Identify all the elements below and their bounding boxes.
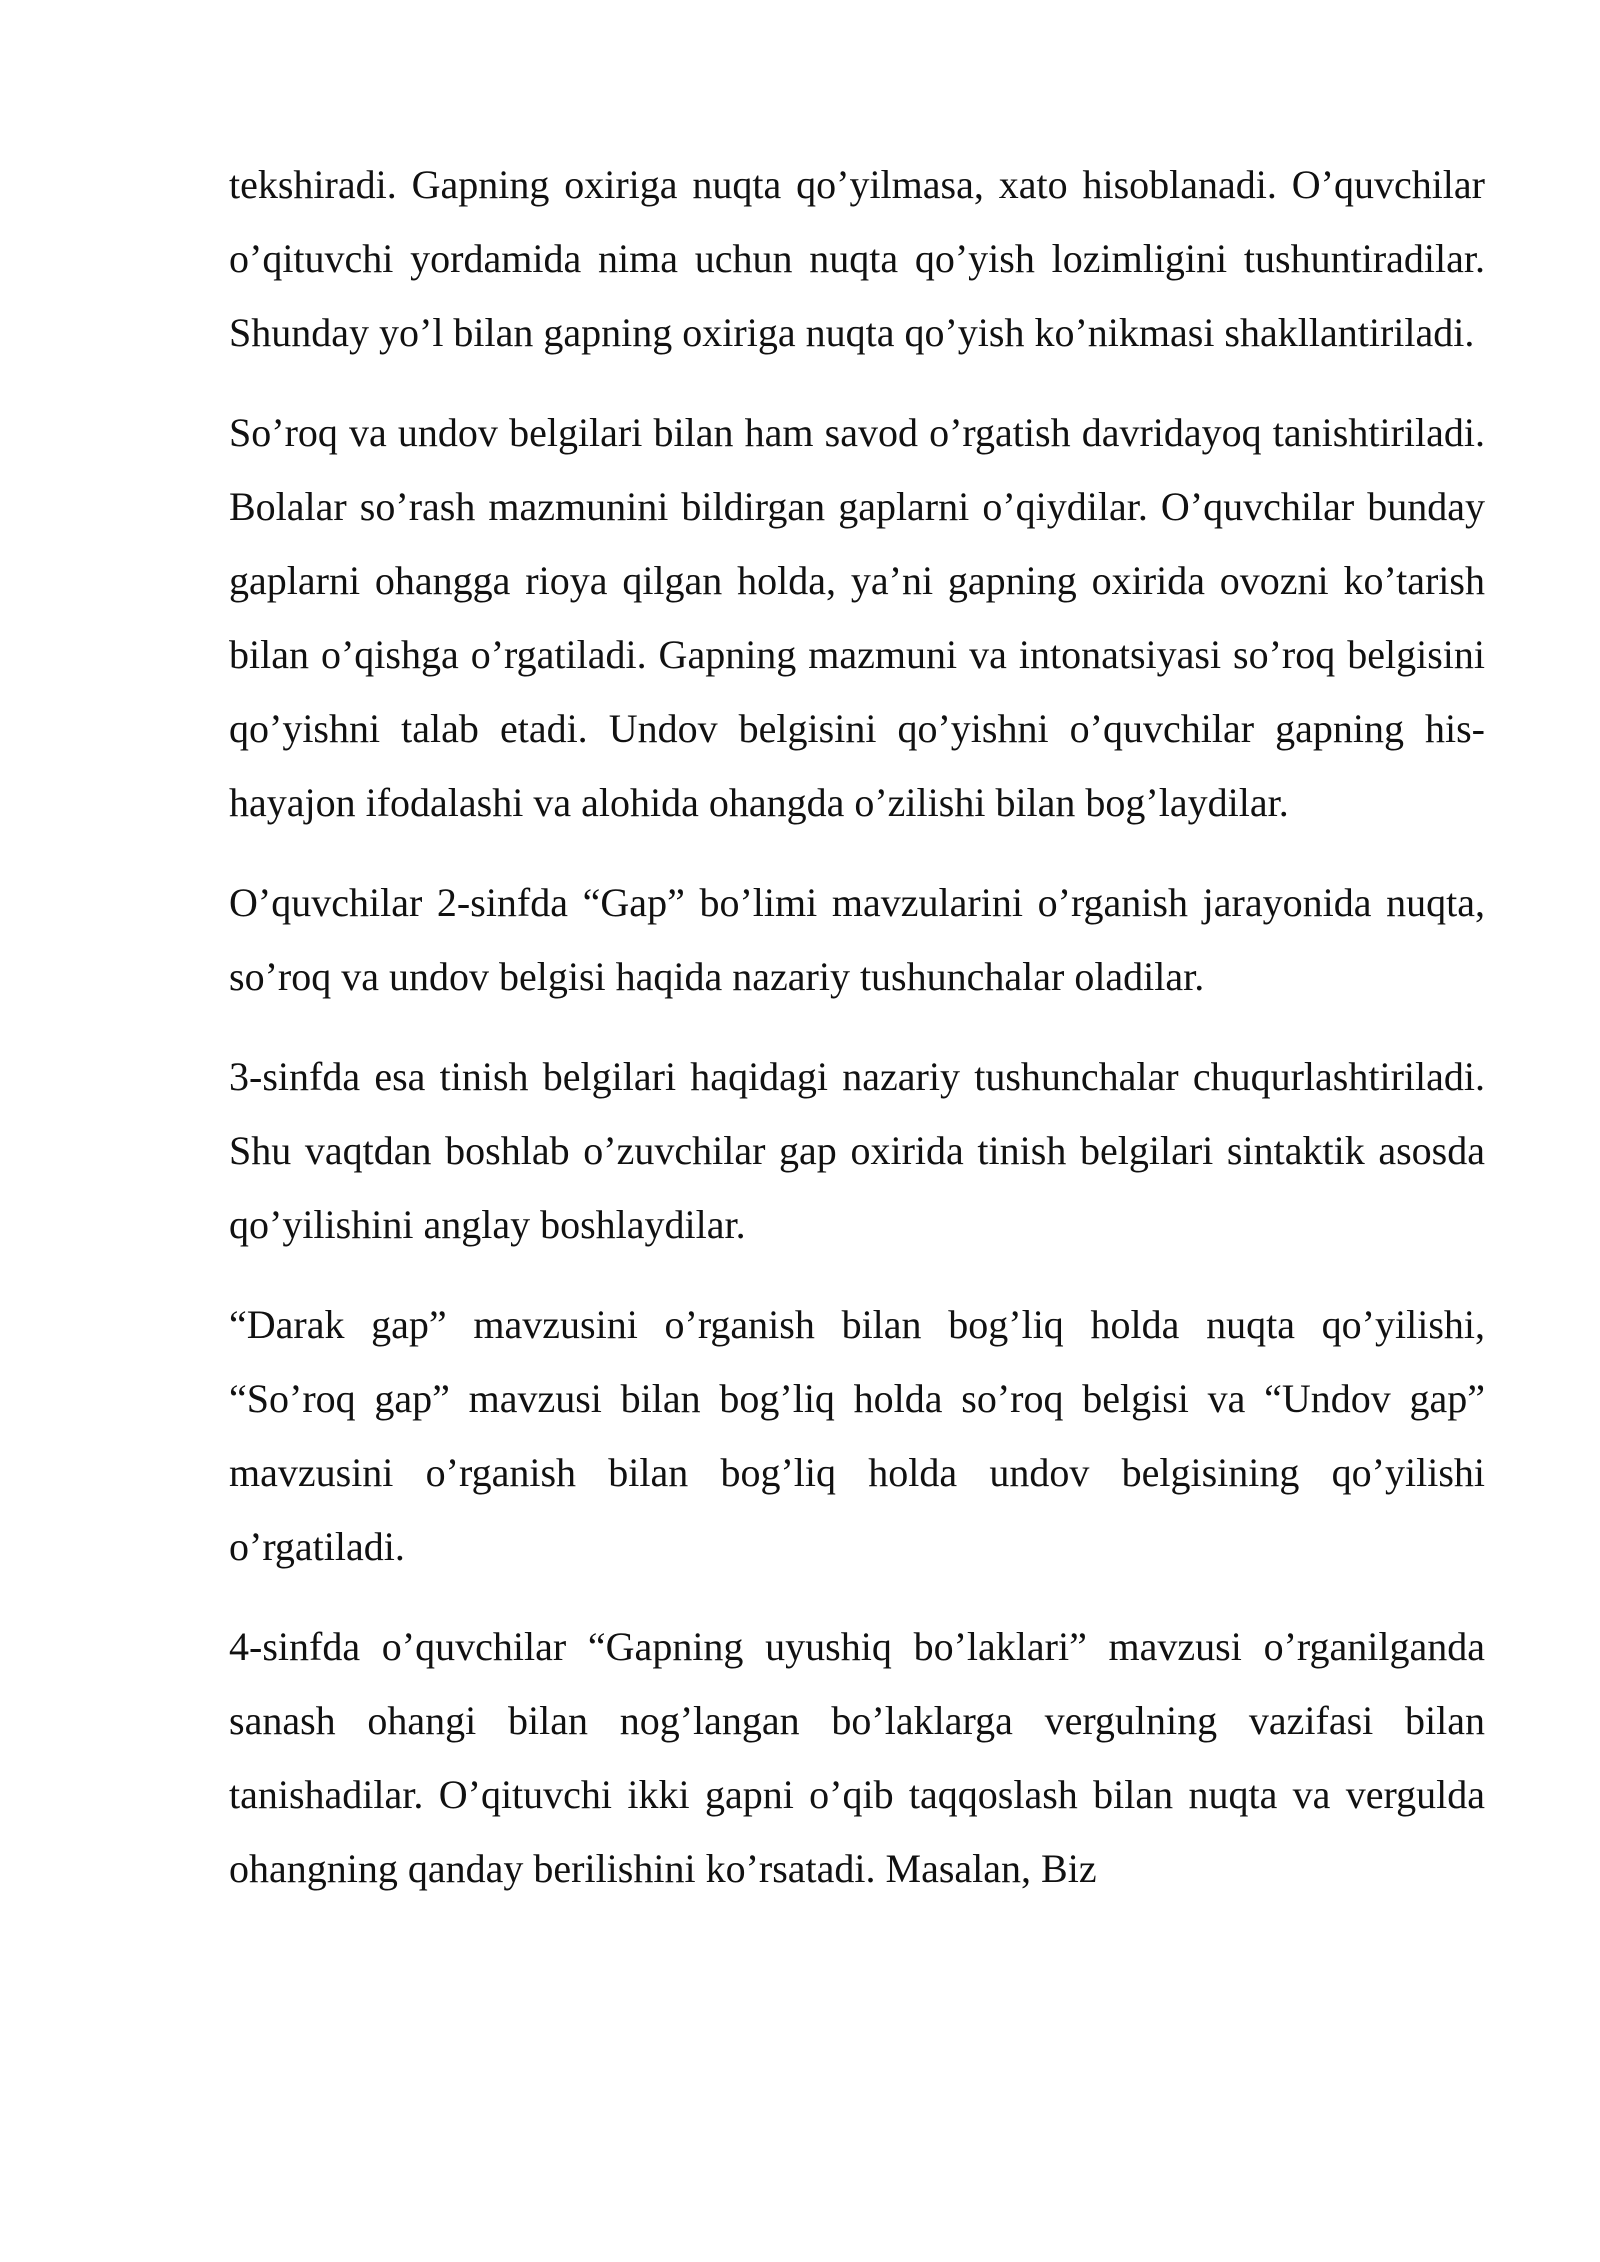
paragraph-3: O’quvchilar 2-sinfda “Gap” bo’limi mavzularini o’rganish jarayonida nuqta, so’roq va undov belgisi haqida nazariy tushunchalar oladilar.	[229, 880, 1485, 999]
paragraph-1: tekshiradi. Gapning oxiriga nuqta qo’yilmasa, xato hisoblanadi. O’quvchilar o’qituvchi yordamida nima uchun nuqta qo’yish lozimligini tushuntiradilar. Shunday yo’l bilan gapning oxiriga nuqta qo’yish ko’nikmasi shakllantiriladi.	[229, 162, 1485, 355]
paragraph-4: 3-sinfda esa tinish belgilari haqidagi nazariy tushunchalar chuqurlashtiriladi. Shu vaqtdan boshlab o’zuvchilar gap oxirida tinish belgilari sintaktik asosda qo’yilishini anglay boshlaydilar.	[229, 1054, 1485, 1247]
paragraph-5: “Darak gap” mavzusini o’rganish bilan bog’liq holda nuqta qo’yilishi, “So’roq gap” mavzusi bilan bog’liq holda so’roq belgisi va “Undov gap” mavzusini o’rganish bilan bog’liq holda undov belgisining qo’yilishi o’rgatiladi.	[229, 1302, 1485, 1569]
paragraph-6: 4-sinfda o’quvchilar “Gapning uyushiq bo’laklari” mavzusi o’rganilganda sanash ohangi bilan nog’langan bo’laklarga vergulning vazifasi bilan tanishadilar. O’qituvchi ikki gapni o’qib taqqoslash bilan nuqta va vergulda ohangning qanday berilishini ko’rsatadi. Masalan, Biz	[229, 1624, 1485, 1891]
document-body	[229, 148, 1485, 1932]
paragraph-2: So’roq va undov belgilari bilan ham savod o’rgatish davridayoq tanishtiriladi. Bolalar so’rash mazmunini bildirgan gaplarni o’qiydilar. O’quvchilar bunday gaplarni ohangga rioya qilgan holda, ya’ni gapning oxirida ovozni ko’tarish bilan o’qishga o’rgatiladi. Gapning mazmuni va intonatsiyasi so’roq belgisini qo’yishni talab etadi. Undov belgisini qo’yishni o’quvchilar gapning his-hayajon ifodalashi va alohida ohangda o’zilishi bilan bog’laydilar.	[229, 410, 1485, 825]
